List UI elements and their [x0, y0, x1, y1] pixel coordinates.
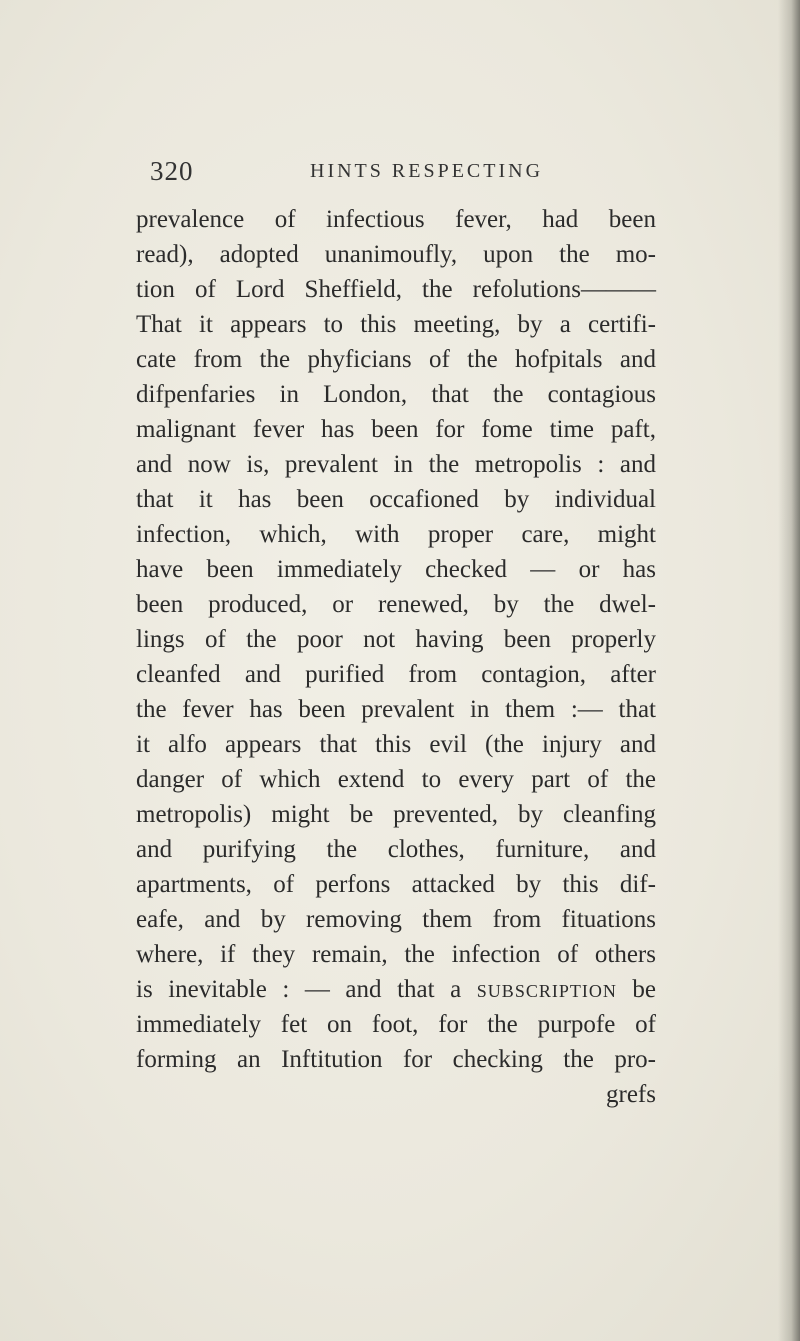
running-head: HINTS RESPECTING — [310, 160, 544, 182]
text-line: prevalence of infectious fever, had been — [136, 206, 656, 233]
page-header — [150, 156, 740, 196]
text-line: it alfo appears that this evil (the injury and — [136, 731, 656, 758]
text-line: been produced, or renewed, by the dwel- — [136, 591, 656, 618]
text-line: read), adopted unanimoufly, upon the mo- — [136, 241, 656, 268]
text-line: immediately fet on foot, for the purpofe of — [136, 1011, 656, 1038]
text-line: forming an Inftitution for checking the pro- — [136, 1046, 656, 1073]
page-edge-shadow — [778, 0, 800, 1341]
subscription-smallcaps: subscription — [476, 976, 617, 1003]
text-line: apartments, of perfons attacked by this dif- — [136, 871, 656, 898]
text-line: have been immediately checked — or has — [136, 556, 656, 583]
text-line: cate from the phyficians of the hofpitals and — [136, 346, 656, 373]
text-line: metropolis) might be prevented, by cleanfing — [136, 801, 656, 828]
text-line: cleanfed and purified from contagion, after — [136, 661, 656, 688]
page-number: 320 — [150, 156, 194, 186]
text-line: and now is, prevalent in the metropolis : and — [136, 451, 656, 478]
text-line: the fever has been prevalent in them :— that — [136, 696, 656, 723]
text-line: danger of which extend to every part of the — [136, 766, 656, 793]
text-fragment: is inevitable : — and that a — [136, 976, 477, 1003]
text-line: and purifying the clothes, furniture, and — [136, 836, 656, 863]
text-line: eafe, and by removing them from fituations — [136, 906, 656, 933]
text-line-subscription — [136, 972, 656, 1007]
text-line: where, if they remain, the infection of others — [136, 941, 656, 968]
catchword: grefs — [606, 1081, 656, 1108]
text-line: difpenfaries in London, that the contagious — [136, 381, 656, 408]
body-text — [136, 202, 656, 1112]
text-line: malignant fever has been for fome time paft, — [136, 416, 656, 443]
text-line: infection, which, with proper care, might — [136, 521, 656, 548]
text-line: tion of Lord Sheffield, the refolutions——— — [136, 276, 656, 303]
text-line: that it has been occafioned by individual — [136, 486, 656, 513]
text-line: That it appears to this meeting, by a certifi- — [136, 311, 656, 338]
text-fragment: be — [616, 976, 656, 1003]
text-line: lings of the poor not having been properly — [136, 626, 656, 653]
